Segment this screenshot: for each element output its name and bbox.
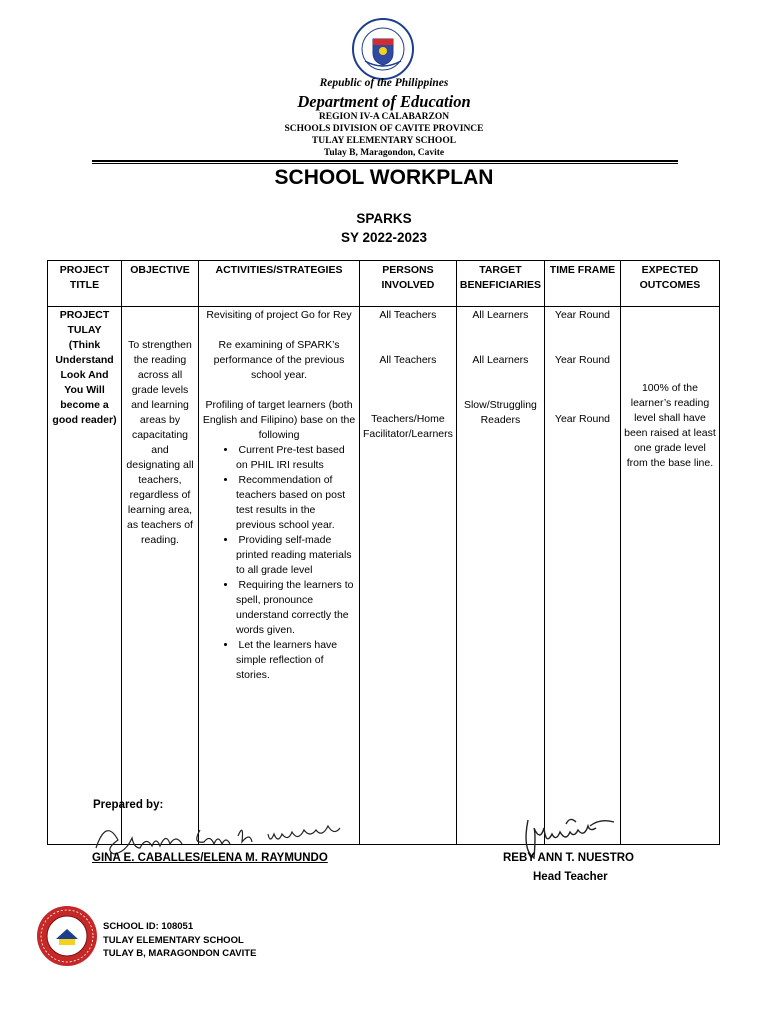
col-header-outcomes: EXPECTED OUTCOMES [620,261,719,307]
bullet-item: • Providing self-made printed reading materials to all grade level [202,533,356,578]
region-heading: REGION IV-A CALABARZON [318,112,450,122]
person-entry: All Teachers [379,354,437,366]
approver-title: Head Teacher [533,871,608,883]
bullet-item: • Requiring the learners to spell, pronounce understand correctly the words given. [202,578,356,638]
name-separator: / [200,852,204,864]
footer-school-name: TULAY ELEMENTARY SCHOOL [103,935,244,946]
school-year: SY 2022-2023 [340,230,428,245]
preparer-name: GINA E. CABALLES [92,852,201,864]
cell-time [544,307,620,845]
person-entry: Teachers/Home Facilitator/Learners [363,413,453,440]
header-divider-thin [92,163,678,164]
cell-outcomes: 100% of the learner’s reading level shall have been raised at least one grade level from the base line. [620,307,719,845]
person-entry: All Teachers [379,309,437,321]
preparer-name: ELENA M. RAYMUNDO [203,852,328,864]
school-seal-logo [36,905,98,967]
time-entry: Year Round [554,309,610,321]
table-row [48,307,720,845]
table-header-row [48,261,720,307]
document-title: SCHOOL WORKPLAN [274,166,494,189]
col-header-project: PROJECT TITLE [48,261,122,307]
department-heading: Department of Education [297,92,471,111]
activity-item: Re examining of SPARK’s performance of the previous school year. [213,339,345,381]
workplan-table [47,260,720,845]
approver-name: REBY ANN T. NUESTRO [503,852,634,864]
target-entry: Slow/Struggling Readers [463,399,537,426]
target-entry: All Learners [472,309,529,321]
cell-target [456,307,544,845]
col-header-activities: ACTIVITIES/STRATEGIES [199,261,360,307]
time-entry: Year Round [554,413,610,425]
time-entry: Year Round [554,354,610,366]
school-heading: TULAY ELEMENTARY SCHOOL [311,136,457,146]
header-divider [92,160,678,162]
cell-objective: To strengthen the reading across all grade levels and learning areas by capacitating and designating all teachers, regardless of learning area, as teachers of reading. [122,307,199,845]
col-header-persons: PERSONS INVOLVED [360,261,457,307]
school-address: Tulay B, Maragondon, Cavite [323,148,445,158]
cell-project: PROJECT TULAY (Think Understand Look And You Will become a good reader) [48,307,122,845]
footer-address: TULAY B, MARAGONDON CAVITE [103,948,257,959]
activity-item: Revisiting of project Go for Rey [206,309,352,321]
activity-bullet-list [202,443,356,683]
col-header-objective: OBJECTIVE [122,261,199,307]
footer-school-id: SCHOOL ID: 108051 [103,921,194,932]
activity-item: Profiling of target learners (both English and Filipino) base on the following [202,399,356,441]
cell-persons [360,307,457,845]
col-header-time: TIME FRAME [544,261,620,307]
prepared-by-label: Prepared by: [93,799,164,811]
preparer-names [92,852,328,864]
program-subtitle: SPARKS [356,211,412,226]
col-header-target: TARGET BENEFICIARIES [456,261,544,307]
deped-seal-logo [351,17,415,81]
division-heading: SCHOOLS DIVISION OF CAVITE PROVINCE [284,124,484,134]
bullet-item: • Let the learners have simple reflection of stories. [202,638,356,683]
bullet-item: • Recommendation of teachers based on post test results in the previous school year. [202,473,356,533]
cell-activities [199,307,360,845]
bullet-item: • Current Pre-test based on PHIL IRI results [202,443,356,473]
republic-heading: Republic of the Philippines [319,77,449,89]
target-entry: All Learners [472,354,529,366]
